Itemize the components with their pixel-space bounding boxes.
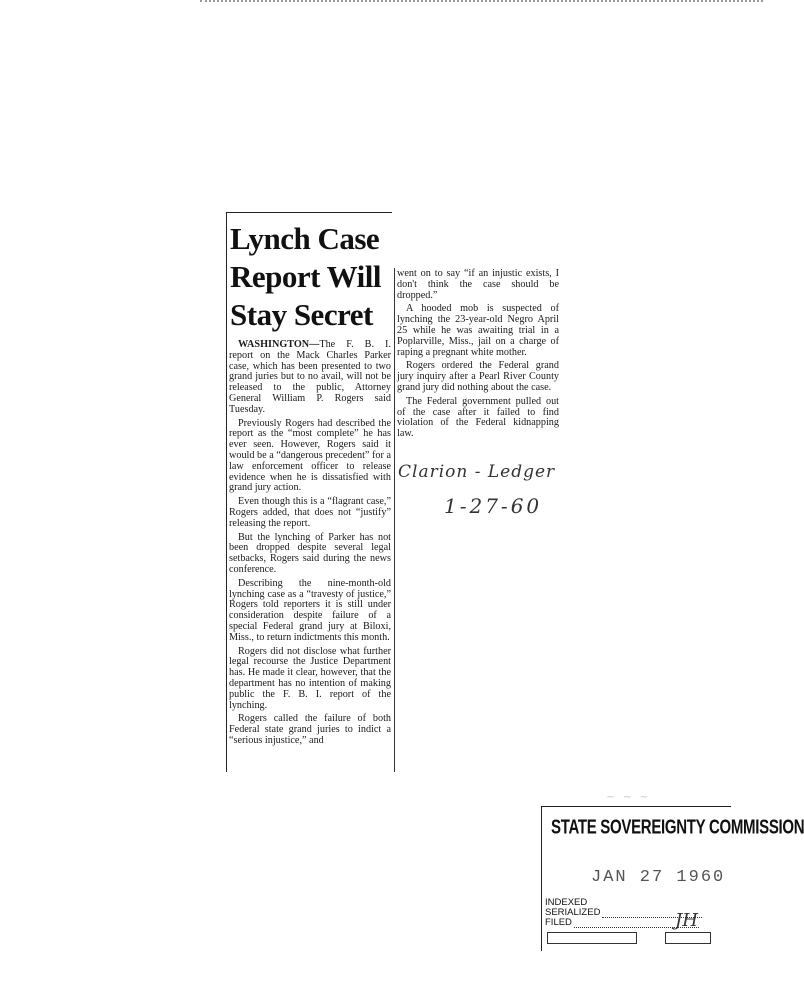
paragraph: A hooded mob is suspected of lynching the 23-year-old Negro April 25 while he was awaiting trial in a Poplarville, Miss., jail on a charge of raping a pregnant white mother. xyxy=(397,303,559,358)
paragraph: Rogers did not disclose what further legal recourse the Justice Department has. He made it clear, however, that the department has no intention of making public the F. B. I. report of the lynching. xyxy=(229,645,391,711)
handwritten-initials: JH xyxy=(675,910,698,931)
stamp-border xyxy=(541,806,731,807)
headline-line-3: Stay Secret xyxy=(230,297,373,332)
paragraph: went on to say “if an injustic exists, I don't think the case should be dropped.” xyxy=(397,268,559,301)
paragraph: The Federal government pulled out of the case after it failed to find violation of the Federal kidnapping law. xyxy=(397,395,559,440)
paragraph: Even though this is a “flagrant case,” Rogers added, that does not “justify” releasing the report. xyxy=(229,496,391,529)
stamp-entry-box xyxy=(547,932,637,944)
commission-stamp xyxy=(541,806,804,956)
scan-edge-dots xyxy=(200,0,763,5)
stamp-filed: FILED xyxy=(545,918,699,928)
headline xyxy=(230,220,395,334)
article-column-1 xyxy=(229,340,391,750)
column-rule xyxy=(394,268,395,772)
stamp-border xyxy=(541,806,542,951)
handwritten-date: 1-27-60 xyxy=(444,494,543,518)
paragraph: Rogers called the failure of both Federal state grand juries to indict a “serious injustice,” and xyxy=(229,713,391,746)
paragraph: Rogers ordered the Federal grand jury inquiry after a Pearl River County grand jury did nothing about the case. xyxy=(397,360,559,393)
article-column-2 xyxy=(397,269,559,443)
clipping-top-rule xyxy=(226,212,392,213)
stamp-entry-box xyxy=(665,932,711,944)
paragraph: WASHINGTON—The F. B. I. report on the Mack Charles Parker case, which has been presented to two grand juries but to no avail, will not be released to the public, Attorney General William P. Rogers said Tuesday. xyxy=(229,339,391,415)
stamp-serialized: SERIALIZED xyxy=(545,908,702,918)
headline-line-1: Lynch Case xyxy=(230,221,380,256)
stamp-title: STATE SOVEREIGNTY COMMISSION xyxy=(551,816,804,839)
clipping-left-rule xyxy=(226,212,227,772)
faint-pencil-mark: ~ ~ ~ xyxy=(606,790,651,803)
paragraph: Previously Rogers had described the report as the “most complete” he has ever seen. However, Rogers said it would be a “dangerous precedent” for a law enforcement officer to release evidence when he is dissatisfied with grand jury action. xyxy=(229,417,391,494)
handwritten-source: Clarion - Ledger xyxy=(398,462,556,482)
paragraph: Describing the nine-month-old lynching case as a “travesty of justice,” Rogers told reporters it is still under consideration despite failure of a special Federal grand jury at Biloxi, Miss., to return indictments this month. xyxy=(229,577,391,643)
dateline: WASHINGTON— xyxy=(238,339,320,350)
headline-line-2: Report Will xyxy=(230,259,381,294)
stamp-indexed: INDEXED xyxy=(545,897,588,908)
stamp-date: JAN 27 1960 xyxy=(591,868,726,887)
paragraph: But the lynching of Parker has not been dropped despite several legal setbacks, Rogers said during the news conference. xyxy=(229,531,391,575)
